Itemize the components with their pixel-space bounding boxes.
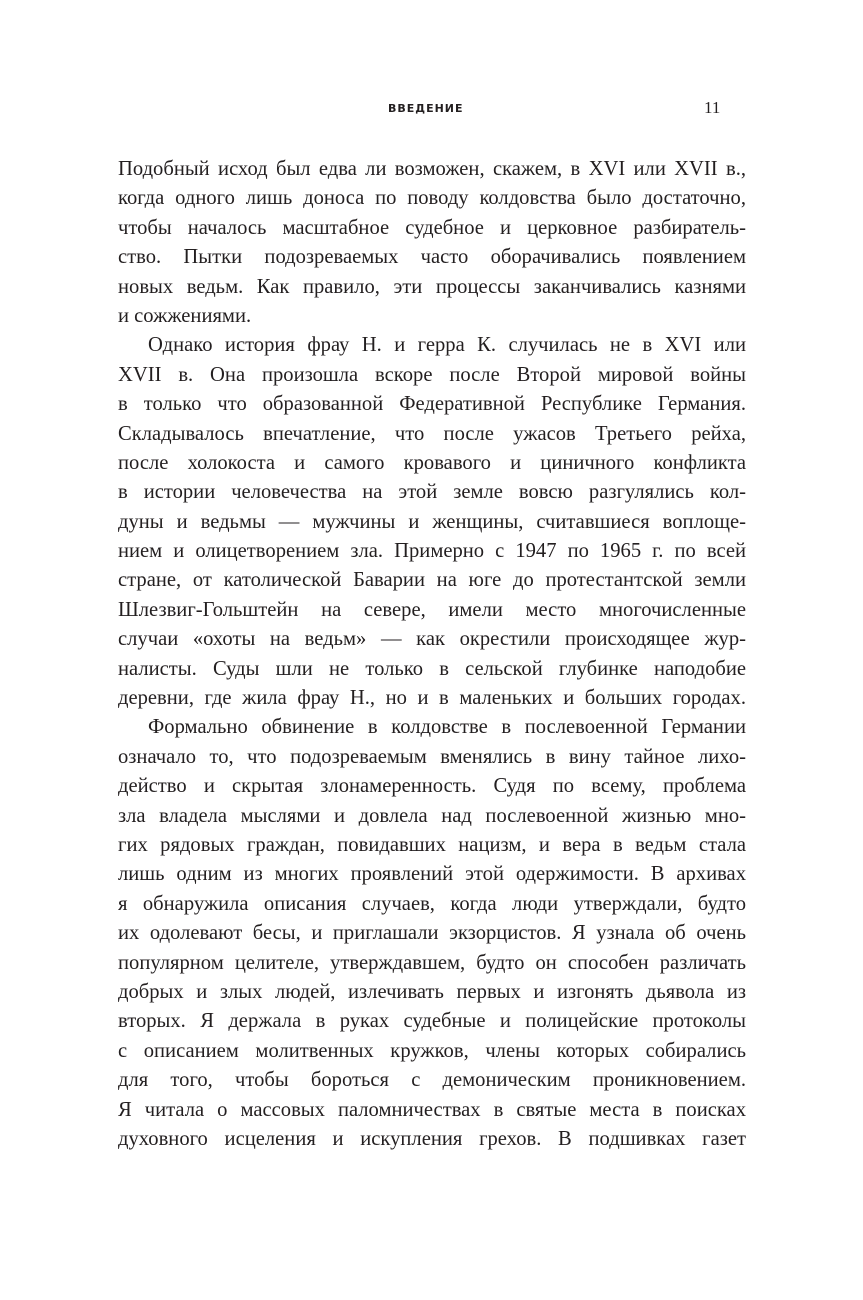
text-line: Я читала о массовых паломничествах в святые места в поисках — [118, 1098, 746, 1121]
text-line: вторых. Я держала в руках судебные и полицейские протоколы — [118, 1010, 746, 1033]
text-line: деревни, где жила фрау Н., но и в маленьких и больших городах. — [118, 687, 746, 710]
text-line: когда одного лишь доноса по поводу колдовства было достаточно, — [118, 187, 746, 210]
paragraph — [118, 713, 746, 1154]
text-line: зла владела мыслями и довлела над послевоенной жизнью мно- — [118, 804, 746, 827]
text-line: Подобный исход был едва ли возможен, скажем, в XVI или XVII в., — [118, 158, 746, 180]
text-line: Однако история фрау Н. и герра К. случилась не в XVI или — [148, 334, 746, 357]
text-line: с описанием молитвенных кружков, члены которых собирались — [118, 1039, 746, 1062]
paragraph — [118, 155, 746, 331]
text-line: дуны и ведьмы — мужчины и женщины, считавшиеся воплоще- — [118, 510, 746, 533]
text-line: новых ведьм. Как правило, эти процессы заканчивались казнями — [118, 275, 746, 298]
text-line: действо и скрытая злонамеренность. Судя по всему, проблема — [118, 775, 746, 798]
text-line: XVII в. Она произошла вскоре после Второй мировой войны — [118, 363, 746, 386]
text-line: в только что образованной Федеративной Республике Германия. — [118, 393, 746, 416]
text-line: Формально обвинение в колдовстве в послевоенной Германии — [148, 716, 746, 739]
text-line: и сожжениями. — [118, 304, 252, 327]
text-line: Складывалось впечатление, что после ужасов Третьего рейха, — [118, 422, 746, 445]
text-line: я обнаружила описания случаев, когда люди утверждали, будто — [118, 892, 746, 915]
text-line: для того, чтобы бороться с демоническим проникновением. — [118, 1069, 746, 1092]
text-line: духовного исцеления и искупления грехов. В подшивках газет — [118, 1127, 746, 1150]
text-line: в истории человечества на этой земле вовсю разгулялись кол- — [118, 481, 746, 504]
text-line: популярном целителе, утверждавшем, будто он способен различать — [118, 951, 746, 974]
body-text — [118, 155, 746, 1154]
running-head: ВВЕДЕНИЕ — [388, 102, 464, 115]
text-line: случаи «охоты на ведьм» — как окрестили происходящее жур- — [118, 628, 746, 651]
text-line: Шлезвиг-Гольштейн на севере, имели место многочисленные — [118, 598, 746, 621]
text-line: стране, от католической Баварии на юге до протестантской земли — [118, 569, 746, 592]
text-line: лишь одним из многих проявлений этой одержимости. В архивах — [118, 863, 746, 886]
text-line: налисты. Суды шли не только в сельской глубинке наподобие — [118, 657, 746, 680]
text-line: их одолевают бесы, и приглашали экзорцистов. Я узнала об очень — [118, 922, 746, 945]
text-line: означало то, что подозреваемым вменялись в вину тайное лихо- — [118, 745, 746, 768]
paragraph — [118, 331, 746, 713]
page-number: 11 — [704, 98, 721, 117]
text-line: гих рядовых граждан, повидавших нацизм, и вера в ведьм стала — [118, 833, 746, 856]
text-line: после холокоста и самого кровавого и циничного конфликта — [118, 451, 746, 474]
text-line: чтобы началось масштабное судебное и церковное разбиратель- — [118, 216, 746, 239]
text-line: ство. Пытки подозреваемых часто оборачивались появлением — [118, 246, 746, 269]
text-line: добрых и злых людей, излечивать первых и изгонять дьявола из — [118, 980, 746, 1003]
text-line: нием и олицетворением зла. Примерно с 1947 по 1965 г. по всей — [118, 540, 746, 563]
